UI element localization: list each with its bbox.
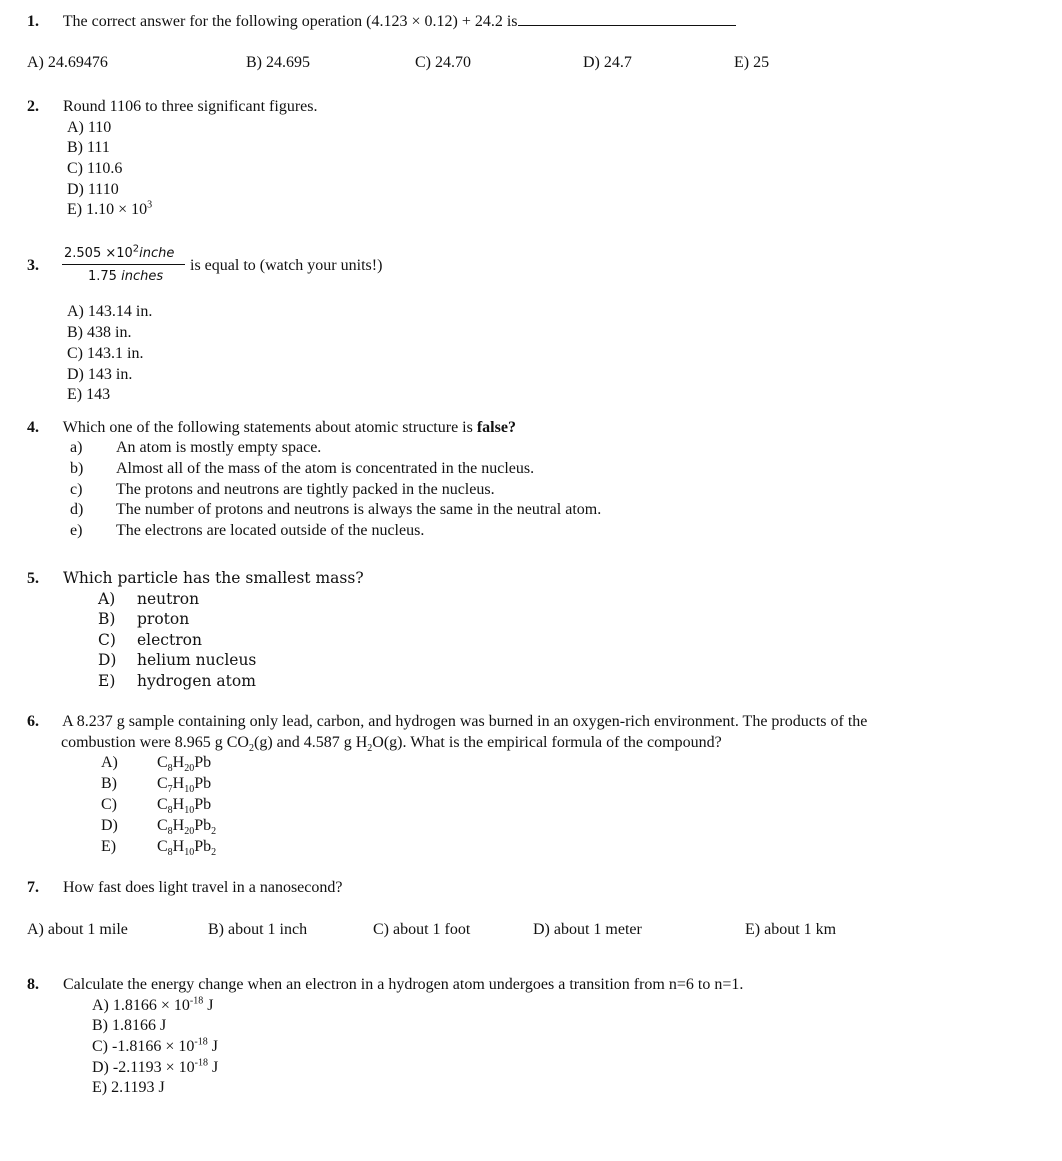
fraction-denominator — [88, 267, 163, 287]
option-text: C) -1.8166 × 10 — [92, 1038, 195, 1055]
q5-label-b: B) — [98, 610, 116, 628]
q6-option-e — [157, 837, 216, 857]
q1-option-d: D) 24.7 — [583, 54, 632, 71]
option-text: E) 2.1193 J — [92, 1079, 165, 1096]
q5-label-a: A) — [98, 590, 116, 608]
q6-label-d: D) — [101, 817, 118, 834]
q5-label-e: E) — [98, 672, 116, 690]
subscript: 10 — [184, 805, 195, 817]
q6-label-b: B) — [101, 775, 117, 792]
subscript: 7 — [167, 784, 173, 796]
symbol: Pb — [194, 796, 212, 813]
symbol: C — [157, 754, 168, 771]
q7-option-d: D) about 1 meter — [533, 921, 642, 938]
question-8 — [27, 975, 743, 995]
numerator-value: 2.505 ×10 — [64, 246, 133, 261]
question-text-line1: A 8.237 g sample containing only lead, carbon, and hydrogen was burned in an oxygen-rich environment. The products of the — [62, 713, 868, 730]
question-number: 2. — [27, 98, 39, 115]
question-7 — [27, 878, 342, 898]
subscript: 2 — [367, 743, 373, 755]
q7-option-a: A) about 1 mile — [27, 921, 128, 938]
q2-option-a: A) 110 — [67, 119, 112, 136]
q4-option-e: The electrons are located outside of the nucleus. — [116, 522, 425, 539]
q5-option-b: proton — [137, 610, 190, 628]
fraction-numerator — [64, 244, 174, 264]
text-segment: (g) and 4.587 g H — [253, 734, 368, 751]
q2-option-e — [67, 200, 152, 220]
q6-label-c: C) — [101, 796, 117, 813]
symbol: H — [172, 754, 185, 771]
question-number: 1. — [27, 13, 39, 30]
q4-label-e: e) — [70, 522, 83, 539]
symbol: H — [172, 817, 185, 834]
symbol: H — [172, 838, 185, 855]
subscript: 10 — [184, 847, 195, 859]
symbol: Pb — [194, 817, 212, 834]
q5-option-d: helium nucleus — [137, 651, 257, 669]
q8-option-b — [92, 1016, 166, 1036]
q2-option-b: B) 111 — [67, 139, 110, 156]
numerator-unit: inche — [139, 246, 175, 261]
question-2 — [27, 97, 317, 117]
question-4 — [27, 418, 516, 438]
question-text: Calculate the energy change when an electron in a hydrogen atom undergoes a transition from n=6 to n=1. — [63, 976, 744, 993]
symbol: C — [157, 775, 168, 792]
option-text: D) -2.1193 × 10 — [92, 1059, 195, 1076]
exponent: -18 — [189, 995, 204, 1007]
exponent: -18 — [194, 1057, 208, 1069]
symbol: C — [157, 817, 168, 834]
q3-option-a: A) 143.14 in. — [67, 303, 153, 320]
exponent: -18 — [194, 1036, 208, 1048]
q1-option-a: A) 24.69476 — [27, 54, 108, 71]
q1-option-e: E) 25 — [734, 54, 770, 71]
subscript: 20 — [184, 826, 195, 838]
question-text: Which one of the following statements about atomic structure is — [62, 419, 473, 436]
question-number: 6. — [27, 713, 39, 730]
q3-option-b: B) 438 in. — [67, 324, 132, 341]
q7-option-b: B) about 1 inch — [208, 921, 308, 938]
question-text: The correct answer for the following operation (4.123 × 0.12) + 24.2 is — [62, 13, 518, 30]
q4-option-d: The number of protons and neutrons is always the same in the neutral atom. — [116, 501, 602, 518]
q2-option-d: D) 1110 — [67, 181, 119, 198]
question-number: 8. — [27, 976, 39, 993]
subscript: 8 — [167, 847, 173, 859]
text-segment: combustion were 8.965 g CO — [61, 734, 249, 751]
option-text: B) 1.8166 J — [92, 1017, 167, 1034]
q4-option-b: Almost all of the mass of the atom is concentrated in the nucleus. — [116, 460, 535, 477]
q4-option-c: The protons and neutrons are tightly packed in the nucleus. — [116, 481, 495, 498]
subscript: 20 — [184, 763, 195, 775]
q6-label-a: A) — [101, 754, 118, 771]
question-emphasis: false? — [476, 419, 516, 436]
q8-option-d — [92, 1058, 218, 1078]
text-segment: O(g). What is the empirical formula of the compound? — [372, 734, 722, 751]
q7-option-e: E) about 1 km — [745, 921, 837, 938]
question-1 — [27, 11, 736, 32]
q4-label-d: d) — [70, 501, 84, 518]
q3-option-c: C) 143.1 in. — [67, 345, 144, 362]
question-text: Round 1106 to three significant figures. — [63, 98, 318, 115]
symbol: C — [157, 796, 168, 813]
q6-option-a — [157, 753, 211, 773]
q8-option-a — [92, 996, 213, 1016]
symbol: H — [172, 775, 185, 792]
q1-option-c: C) 24.70 — [415, 54, 471, 71]
q8-option-c — [92, 1037, 218, 1057]
denominator-value: 1.75 — [88, 269, 117, 284]
question-text: How fast does light travel in a nanosecond? — [63, 879, 343, 896]
question-number: 3. — [27, 257, 39, 274]
question-5 — [27, 568, 364, 589]
q5-option-a: neutron — [137, 590, 200, 608]
question-number: 7. — [27, 879, 39, 896]
denominator-unit: inches — [121, 269, 164, 284]
subscript: 8 — [167, 763, 173, 775]
subscript: 2 — [248, 743, 254, 755]
unit: J — [207, 1038, 218, 1055]
fraction-bar — [62, 264, 185, 265]
question-number: 5. — [27, 570, 39, 587]
q6-option-d — [157, 816, 216, 836]
subscript: 2 — [211, 826, 217, 838]
question-number: 4. — [27, 419, 39, 436]
q4-label-b: b) — [70, 460, 84, 477]
exponent: 3 — [147, 199, 153, 211]
answer-blank — [518, 11, 736, 26]
q3-option-d: D) 143 in. — [67, 366, 133, 383]
q5-label-d: D) — [98, 651, 117, 669]
question-6 — [27, 712, 867, 732]
q6-option-b — [157, 774, 211, 794]
q1-option-b: B) 24.695 — [246, 54, 310, 71]
symbol: Pb — [194, 775, 212, 792]
option-text: A) 1.8166 × 10 — [92, 997, 190, 1014]
option-text: E) 1.10 × 10 — [67, 201, 148, 218]
q3-option-e: E) 143 — [67, 386, 111, 403]
question-text-line2 — [61, 733, 722, 753]
unit: J — [203, 997, 214, 1014]
q4-option-a: An atom is mostly empty space. — [116, 439, 322, 456]
q5-label-c: C) — [98, 631, 116, 649]
q6-label-e: E) — [101, 838, 117, 855]
question-text: is equal to (watch your units!) — [190, 257, 383, 274]
subscript: 10 — [184, 784, 195, 796]
symbol: Pb — [194, 838, 212, 855]
q5-option-e: hydrogen atom — [137, 672, 256, 690]
q5-option-c: electron — [137, 631, 202, 649]
unit: J — [207, 1059, 219, 1076]
q7-option-c: C) about 1 foot — [373, 921, 471, 938]
subscript: 8 — [167, 826, 173, 838]
symbol: C — [157, 838, 168, 855]
question-text: Which particle has the smallest mass? — [63, 569, 364, 587]
q4-label-c: c) — [70, 481, 83, 498]
q2-option-c: C) 110.6 — [67, 160, 123, 177]
subscript: 8 — [167, 805, 173, 817]
exponent: 2 — [132, 243, 140, 255]
symbol: H — [172, 796, 185, 813]
q8-option-e — [92, 1078, 165, 1098]
q4-label-a: a) — [70, 439, 83, 456]
q6-option-c — [157, 795, 211, 815]
symbol: Pb — [194, 754, 212, 771]
subscript: 2 — [211, 847, 217, 859]
